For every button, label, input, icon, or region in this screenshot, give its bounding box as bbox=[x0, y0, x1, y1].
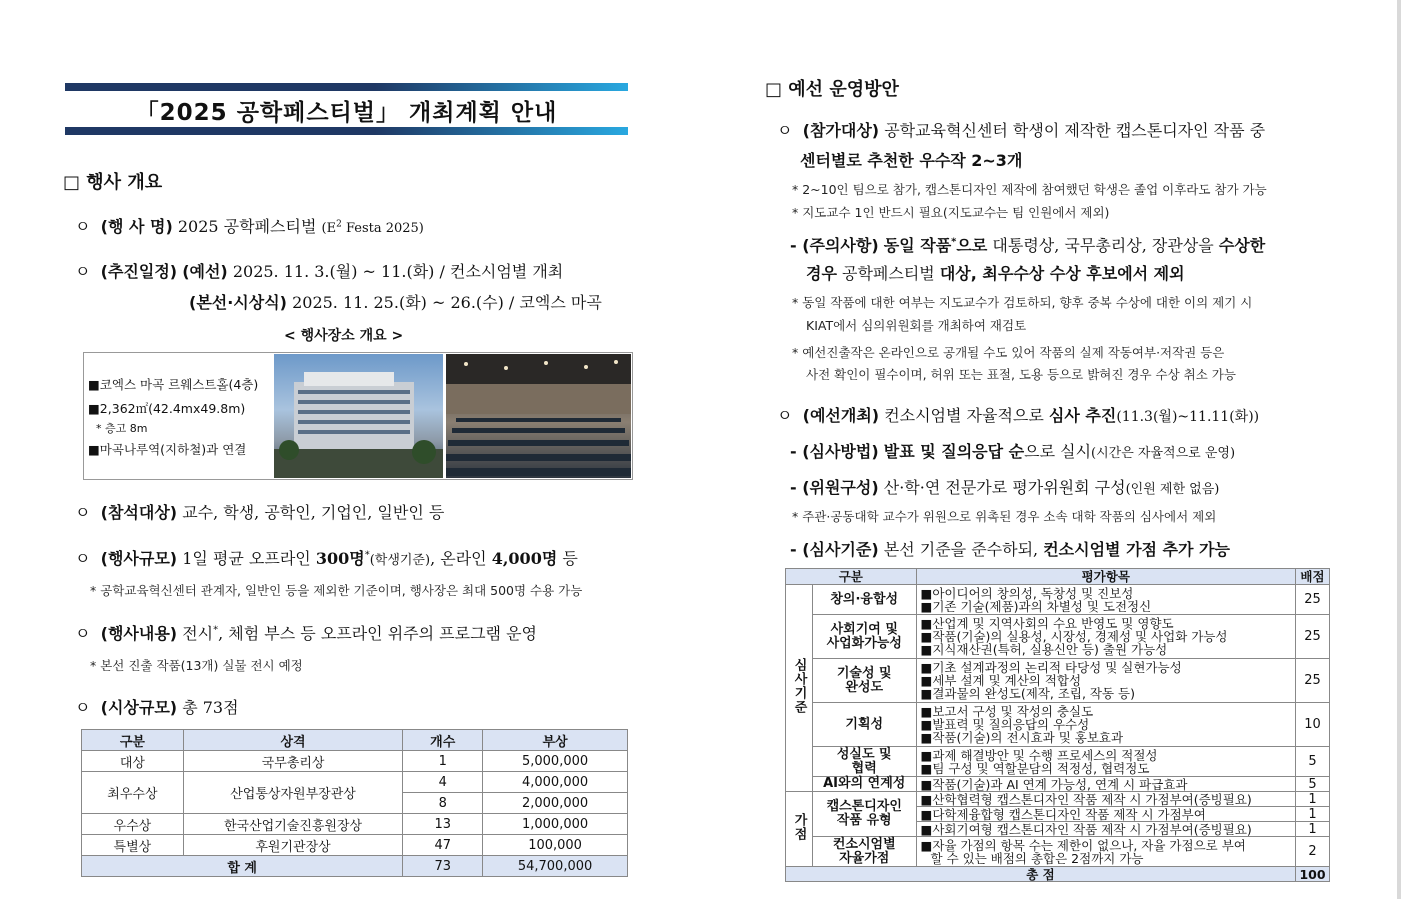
schedule-prelim-label: (예선) bbox=[182, 262, 228, 281]
table-total-row: 합 계 73 54,700,000 bbox=[82, 856, 628, 877]
schedule-main-label: (본선·시상식) bbox=[189, 293, 287, 312]
venue-building-photo bbox=[274, 354, 443, 478]
table-row: 특별상 후원기관장상 47 100,000 bbox=[82, 835, 628, 856]
schedule-line: ㅇ (추진일정) (예선) 2025. 11. 3.(월) ~ 11.(화) / 컨소시엄별 개최 bbox=[75, 262, 564, 281]
event-name-label: (행 사 명) bbox=[100, 217, 173, 236]
section-heading-overview: □ 행사 개요 bbox=[63, 172, 163, 193]
table-row: 기술성 및 완성도 ■기초 설계과정의 논리적 타당성 및 실현가능성 ■세부 설계 및 계산의 적합성 ■결과물의 완성도(제작, 조립, 작동 등) 25 bbox=[786, 659, 1330, 703]
target-value: 공학교육혁신센터 학생이 제작한 캡스톤디자인 작품 중 bbox=[884, 121, 1266, 140]
table-row: 사회기여 및 사업화가능성 ■산업계 및 지역사회의 수요 반영도 및 영향도 ■작품(기술)의 실용성, 시장성, 경제성 및 사업화 가능성 ■지식재산권(특허, 실용신안 등) 출원 가능성 25 bbox=[786, 615, 1330, 659]
bullet: ㅇ bbox=[75, 217, 91, 236]
page-edge bbox=[1397, 0, 1401, 899]
target-note: * 지도교수 1인 반드시 필요(지도교수는 팀 인원에서 제외) bbox=[792, 205, 1110, 220]
table-row: ■사회기여형 캡스톤디자인 작품 제작 시 가점부여(증빙필요) 1 bbox=[786, 822, 1330, 837]
venue-box bbox=[83, 352, 633, 480]
table-row: 대상 국무총리상 1 5,000,000 bbox=[82, 751, 628, 772]
table-row: 성실도 및 협력 ■과제 해결방안 및 수행 프로세스의 적절성 ■팀 구성 및 역할분담의 적정성, 협력정도 5 bbox=[786, 747, 1330, 777]
caution-note: 사전 확인이 필수이며, 허위 또는 표절, 도용 등으로 밝혀진 경우 수상 취소 가능 bbox=[806, 367, 1236, 382]
table-row: 8 2,000,000 bbox=[82, 793, 628, 814]
title-bar-top bbox=[65, 83, 628, 91]
venue-heading: < 행사장소 개요 > bbox=[284, 328, 404, 344]
scale-line: ㅇ (행사규모) 1일 평균 오프라인 300명*(학생기준), 온라인 4,000명 등 bbox=[75, 549, 578, 568]
section-heading-prelim: □ 예선 운영방안 bbox=[765, 79, 899, 100]
table-row: 최우수상 산업통상자원부장관상 4 4,000,000 bbox=[82, 772, 628, 793]
event-name-value: 2025 공학페스티벌 bbox=[177, 217, 317, 236]
caution-line-2: 경우 공학페스티벌 대상, 최우수상 수상 후보에서 제외 bbox=[806, 264, 1185, 283]
venue-item: * 층고 8m bbox=[96, 422, 148, 435]
evaluation-table bbox=[785, 568, 1330, 882]
table-row: 기획성 ■보고서 구성 및 작성의 충실도 ■발표력 및 질의응답의 우수성 ■작품(기술)의 전시효과 및 홍보효과 10 bbox=[786, 703, 1330, 747]
criteria-line: - (심사기준) 본선 기준을 준수하되, 컨소시엄별 가점 추가 가능 bbox=[790, 540, 1230, 559]
award-line: ㅇ (시상규모) 총 73점 bbox=[75, 698, 239, 717]
table-row: 컨소시엄별 자율가점 ■자율 가점의 항목 수는 제한이 없으나, 자율 가점으로 부여 할 수 있는 배점의 총합은 2점까지 가능 2 bbox=[786, 837, 1330, 867]
target-value-2: 센터별로 추천한 우수작 2~3개 bbox=[800, 151, 1023, 170]
content-note: * 본선 진출 작품(13개) 실물 전시 예정 bbox=[90, 658, 303, 673]
prelim-line: ㅇ (예선개최) 컨소시엄별 자율적으로 심사 추진(11.3(월)~11.11(화)) bbox=[777, 406, 1260, 425]
award-label: (시상규모) bbox=[100, 698, 178, 717]
panel-note: * 주관·공동대학 교수가 위원으로 위촉된 경우 소속 대학 작품의 심사에서 제외 bbox=[792, 509, 1217, 524]
award-table bbox=[81, 729, 628, 877]
caution-note: * 동일 작품에 대한 여부는 지도교수가 검토하되, 향후 중복 수상에 대한 이의 제기 시 bbox=[792, 295, 1253, 310]
title-bar-bottom bbox=[65, 127, 628, 135]
caution-note: KIAT에서 심의위원회를 개최하여 재검토 bbox=[806, 318, 1027, 333]
attendees-line: ㅇ (참석대상) 교수, 학생, 공학인, 기업인, 일반인 등 bbox=[75, 503, 445, 522]
venue-item: ■코엑스 마곡 르웨스트홀(4층) bbox=[88, 377, 259, 392]
event-name-line bbox=[75, 214, 424, 237]
target-note: * 2~10인 팀으로 참가, 캡스톤디자인 제작에 참여했던 학생은 졸업 이후라도 참가 가능 bbox=[792, 182, 1267, 197]
target-line: ㅇ (참가대상) 공학교육혁신센터 학생이 제작한 캡스톤디자인 작품 중 bbox=[777, 121, 1266, 140]
table-header-row: 구분 평가항목 배점 bbox=[786, 569, 1330, 585]
target-label: (참가대상) bbox=[802, 121, 880, 140]
schedule-prelim-value: 2025. 11. 3.(월) ~ 11.(화) / 컨소시엄별 개최 bbox=[232, 262, 564, 281]
table-total-row: 총 점 100 bbox=[786, 867, 1330, 882]
schedule-main-line bbox=[189, 290, 602, 313]
award-value: 총 73점 bbox=[182, 698, 239, 717]
table-row: ■다학제융합형 캡스톤디자인 작품 제작 시 가점부여 1 bbox=[786, 807, 1330, 822]
group-label: 심사기준 bbox=[786, 585, 813, 792]
venue-item: ■마곡나루역(지하철)과 연결 bbox=[88, 442, 247, 457]
caution-line: - (주의사항) 동일 작품*으로 대통령상, 국무총리상, 장관상을 수상한 bbox=[790, 236, 1266, 255]
table-row: 가점 캡스톤디자인 작품 유형 ■산학협력형 캡스톤디자인 작품 제작 시 가점부여(증빙필요) 1 bbox=[786, 792, 1330, 807]
group-label: 가점 bbox=[786, 792, 813, 867]
table-row: 심사기준 창의·융합성 ■아이디어의 창의성, 독창성 및 진보성 ■기존 기술(제품)과의 차별성 및 도전정신 25 bbox=[786, 585, 1330, 615]
panel-line: - (위원구성) 산·학·연 전문가로 평가위원회 구성(인원 제한 없음) bbox=[790, 478, 1220, 497]
page-title: 「2025 공학페스티벌」 개최계획 안내 bbox=[135, 100, 558, 126]
caution-note: * 예선진출작은 온라인으로 공개될 수도 있어 작품의 실제 작동여부·저작권 등은 bbox=[792, 345, 1225, 360]
venue-info bbox=[84, 353, 272, 479]
attendees-label: (참석대상) bbox=[100, 503, 178, 522]
method-line: - (심사방법) 발표 및 질의응답 순으로 실시(시간은 자율적으로 운영) bbox=[790, 442, 1236, 461]
table-header-row: 구분 상격 개수 부상 bbox=[82, 730, 628, 751]
venue-item: ■2,362㎡(42.4mx49.8m) bbox=[88, 401, 246, 416]
table-row: AI와의 연계성 ■작품(기술)과 AI 연계 가능성, 연계 시 파급효과 5 bbox=[786, 777, 1330, 792]
attendees-value: 교수, 학생, 공학인, 기업인, 일반인 등 bbox=[182, 503, 445, 522]
schedule-label: (추진일정) bbox=[100, 262, 178, 281]
content-line: ㅇ (행사내용) 전시*, 체험 부스 등 오프라인 위주의 프로그램 운영 bbox=[75, 624, 538, 643]
event-name-en: ($E^2$ Festa 2025) bbox=[321, 219, 424, 236]
table-row: 우수상 한국산업기술진흥원장상 13 1,000,000 bbox=[82, 814, 628, 835]
content-label: (행사내용) bbox=[100, 624, 178, 643]
scale-label: (행사규모) bbox=[100, 549, 178, 568]
scale-note: * 공학교육혁신센터 관계자, 일반인 등을 제외한 기준이며, 행사장은 최대 500명 수용 가능 bbox=[90, 583, 583, 598]
venue-hall-photo bbox=[446, 354, 631, 478]
schedule-main-value: 2025. 11. 25.(화) ~ 26.(수) / 코엑스 마곡 bbox=[292, 293, 602, 312]
